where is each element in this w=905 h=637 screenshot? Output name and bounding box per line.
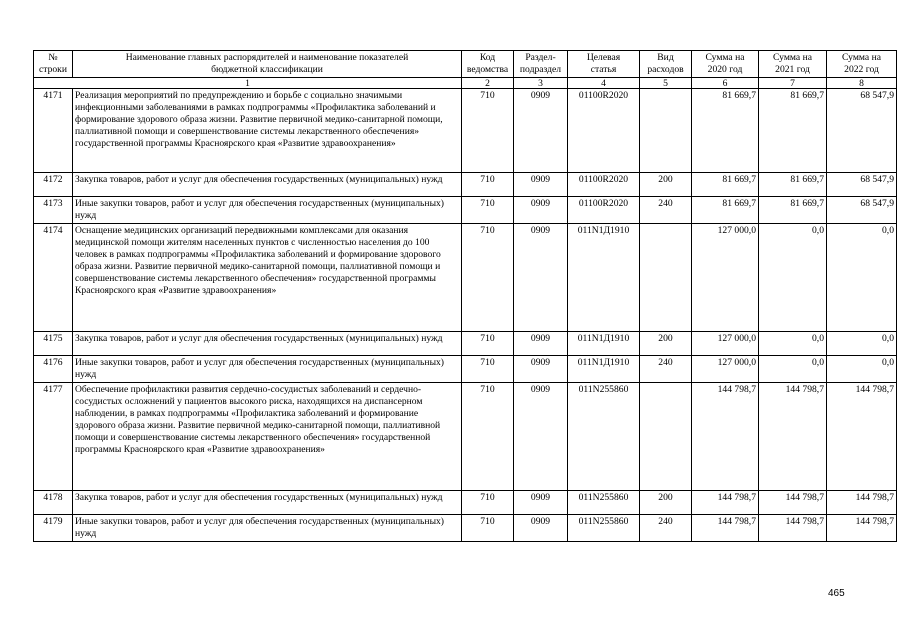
- row-sum-2022: 68 547,9: [827, 197, 897, 224]
- row-expense-type: 200: [640, 491, 692, 515]
- row-target-article: 011N255860: [568, 491, 640, 515]
- row-sum-2020: 144 798,7: [692, 515, 759, 542]
- row-number: 4172: [34, 173, 73, 197]
- table-row: [34, 356, 897, 383]
- row-sum-2021: 0,0: [759, 332, 827, 356]
- budget-table: [33, 50, 897, 542]
- row-sum-2021: 144 798,7: [759, 515, 827, 542]
- row-number: 4178: [34, 491, 73, 515]
- row-number: 4176: [34, 356, 73, 383]
- row-sum-2022: 0,0: [827, 356, 897, 383]
- row-sum-2022: 0,0: [827, 224, 897, 332]
- row-name: Закупка товаров, работ и услуг для обеспечения государственных (муниципальных) нужд: [73, 173, 462, 197]
- row-section: 0909: [514, 491, 568, 515]
- row-dept-code: 710: [462, 89, 514, 173]
- table-body: [34, 89, 897, 542]
- row-section: 0909: [514, 173, 568, 197]
- row-sum-2021: 144 798,7: [759, 383, 827, 491]
- row-sum-2020: 144 798,7: [692, 383, 759, 491]
- header-target: Целевая статья: [568, 51, 640, 78]
- row-sum-2020: 81 669,7: [692, 89, 759, 173]
- row-sum-2022: 68 547,9: [827, 89, 897, 173]
- table-row: [34, 197, 897, 224]
- row-sum-2022: 144 798,7: [827, 491, 897, 515]
- column-number: 1: [34, 78, 462, 89]
- table-row: [34, 491, 897, 515]
- row-expense-type: 240: [640, 197, 692, 224]
- row-sum-2022: 144 798,7: [827, 383, 897, 491]
- table-row: [34, 173, 897, 197]
- row-dept-code: 710: [462, 197, 514, 224]
- column-number: 2: [462, 78, 514, 89]
- row-name: Обеспечение профилактики развития сердечно-сосудистых заболеваний и сердечно-сосудистых осложнений у пациентов высокого риска, находящихся на диспансерном наблюдении, в рамках подпрограммы «Профилактика заболеваний и формирование здорового образа жизни. Развитие первичной медико-санитарной помощи, паллиативной помощи и совершенствование системы лекарственного обеспечения» государственной программы Красноярского края «Развитие здравоохранения»: [73, 383, 462, 491]
- row-dept-code: 710: [462, 491, 514, 515]
- row-sum-2020: 81 669,7: [692, 173, 759, 197]
- row-name: Иные закупки товаров, работ и услуг для обеспечения государственных (муниципальных) нужд: [73, 356, 462, 383]
- header-row-no: № строки: [34, 51, 73, 78]
- row-number: 4174: [34, 224, 73, 332]
- row-expense-type: 240: [640, 515, 692, 542]
- row-sum-2021: 0,0: [759, 356, 827, 383]
- row-sum-2022: 144 798,7: [827, 515, 897, 542]
- row-dept-code: 710: [462, 515, 514, 542]
- row-section: 0909: [514, 89, 568, 173]
- column-number: 7: [759, 78, 827, 89]
- row-target-article: 011N255860: [568, 383, 640, 491]
- row-sum-2022: 0,0: [827, 332, 897, 356]
- row-number: 4179: [34, 515, 73, 542]
- header-sum-2020: Сумма на 2020 год: [692, 51, 759, 78]
- row-sum-2020: 81 669,7: [692, 197, 759, 224]
- row-name: Иные закупки товаров, работ и услуг для обеспечения государственных (муниципальных) нужд: [73, 197, 462, 224]
- row-number: 4173: [34, 197, 73, 224]
- row-section: 0909: [514, 515, 568, 542]
- row-sum-2020: 127 000,0: [692, 332, 759, 356]
- column-number: 8: [827, 78, 897, 89]
- column-number: 3: [514, 78, 568, 89]
- row-dept-code: 710: [462, 224, 514, 332]
- header-row: [34, 51, 897, 78]
- header-type: Вид расходов: [640, 51, 692, 78]
- table-row: [34, 89, 897, 173]
- header-name: Наименование главных распорядителей и наименование показателей бюджетной классификации: [73, 51, 462, 78]
- row-sum-2021: 81 669,7: [759, 197, 827, 224]
- row-target-article: 01100R2020: [568, 197, 640, 224]
- row-sum-2021: 144 798,7: [759, 491, 827, 515]
- column-number: 6: [692, 78, 759, 89]
- column-number: 5: [640, 78, 692, 89]
- row-dept-code: 710: [462, 173, 514, 197]
- table-row: [34, 332, 897, 356]
- row-expense-type: 240: [640, 356, 692, 383]
- row-number: 4171: [34, 89, 73, 173]
- header-section: Раздел- подраздел: [514, 51, 568, 78]
- row-number: 4175: [34, 332, 73, 356]
- column-number-row: [34, 78, 897, 89]
- row-section: 0909: [514, 224, 568, 332]
- row-expense-type: 200: [640, 332, 692, 356]
- row-sum-2021: 81 669,7: [759, 89, 827, 173]
- row-name: Оснащение медицинских организаций передвижными комплексами для оказания медицинской помощи жителям населенных пунктов с численностью населения до 100 человек в рамках подпрограммы «Профилактика заболеваний и формирование здорового образа жизни. Развитие первичной медико-санитарной помощи, паллиативной помощи и совершенствование системы лекарственного обеспечения» государственной программы Красноярского края «Развитие здравоохранения»: [73, 224, 462, 332]
- row-number: 4177: [34, 383, 73, 491]
- row-section: 0909: [514, 356, 568, 383]
- row-target-article: 011N1Д1910: [568, 224, 640, 332]
- row-expense-type: [640, 383, 692, 491]
- row-dept-code: 710: [462, 332, 514, 356]
- row-sum-2021: 81 669,7: [759, 173, 827, 197]
- header-dept: Код ведомства: [462, 51, 514, 78]
- row-sum-2021: 0,0: [759, 224, 827, 332]
- table-row: [34, 515, 897, 542]
- row-section: 0909: [514, 332, 568, 356]
- row-target-article: 011N1Д1910: [568, 356, 640, 383]
- header-sum-2022: Сумма на 2022 год: [827, 51, 897, 78]
- row-sum-2020: 144 798,7: [692, 491, 759, 515]
- table-row: [34, 224, 897, 332]
- row-sum-2020: 127 000,0: [692, 224, 759, 332]
- row-section: 0909: [514, 197, 568, 224]
- row-target-article: 01100R2020: [568, 89, 640, 173]
- row-dept-code: 710: [462, 383, 514, 491]
- row-sum-2022: 68 547,9: [827, 173, 897, 197]
- row-name: Реализация мероприятий по предупреждению и борьбе с социально значимыми инфекционными заболеваниями в рамках подпрограммы «Профилактика заболеваний и формирование здорового образа жизни. Развитие первичной медико-санитарной помощи, паллиативной помощи и совершенствование системы лекарственного обеспечения» государственной программы Красноярского края «Развитие здравоохранения»: [73, 89, 462, 173]
- row-expense-type: 200: [640, 173, 692, 197]
- column-number: 4: [568, 78, 640, 89]
- row-target-article: 01100R2020: [568, 173, 640, 197]
- row-dept-code: 710: [462, 356, 514, 383]
- row-sum-2020: 127 000,0: [692, 356, 759, 383]
- row-expense-type: [640, 224, 692, 332]
- row-section: 0909: [514, 383, 568, 491]
- row-name: Иные закупки товаров, работ и услуг для обеспечения государственных (муниципальных) нужд: [73, 515, 462, 542]
- row-target-article: 011N255860: [568, 515, 640, 542]
- table-row: [34, 383, 897, 491]
- row-expense-type: [640, 89, 692, 173]
- page-number: 465: [828, 588, 845, 599]
- row-name: Закупка товаров, работ и услуг для обеспечения государственных (муниципальных) нужд: [73, 491, 462, 515]
- header-sum-2021: Сумма на 2021 год: [759, 51, 827, 78]
- row-target-article: 011N1Д1910: [568, 332, 640, 356]
- row-name: Закупка товаров, работ и услуг для обеспечения государственных (муниципальных) нужд: [73, 332, 462, 356]
